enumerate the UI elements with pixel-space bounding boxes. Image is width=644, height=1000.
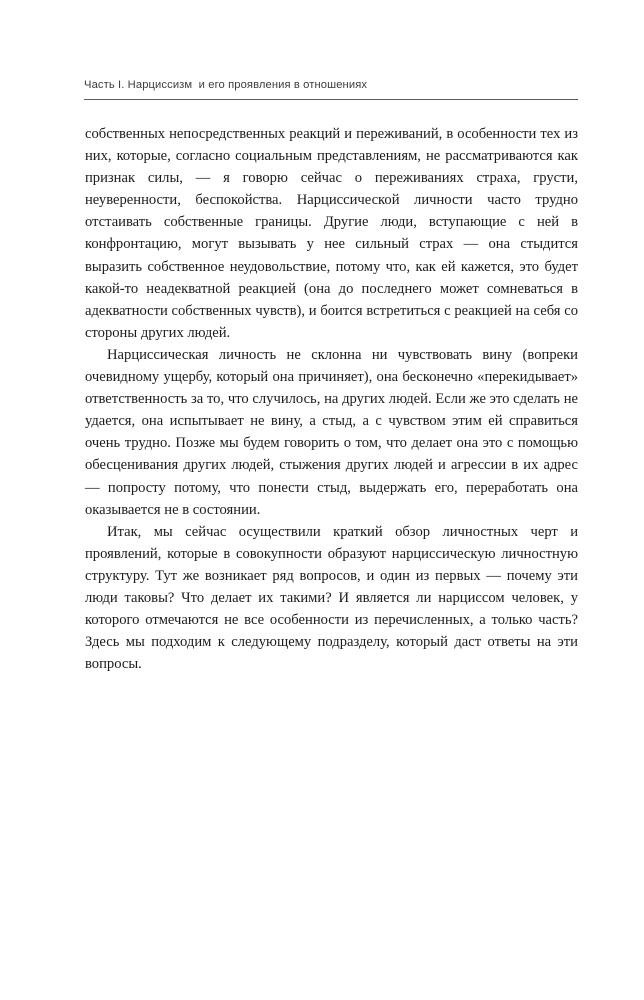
paragraph: Нарциссическая личность не склонна ни чувствовать вину (вопреки очевидному ущербу, который она причиняет), она бесконечно «перекидывает» ответственность за то, что случилось, на других людей. Если же это сделать не удается, она испытывает не вину, а стыд, а с чувством этим ей справиться очень трудно. Позже мы будем говорить о том, что делает она это с помощью обесценивания других людей, стыжения других людей и агрессии в их адрес — попросту потому, что понести стыд, выдержать его, переработать она оказывается не в состоянии.	[85, 346, 578, 518]
paragraph: собственных непосредственных реакций и переживаний, в особенности тех из них, которые, согласно социальным представлениям, не рассматриваются как признак силы, — я говорю сейчас о переживаниях страха, грусти, неуверенности, беспокойства. Нарциссической личности часто трудно отстаивать собственные границы. Другие люди, вступающие с ней в конфронтацию, могут вызывать у нее сильный страх — она стыдится выразить собственное неудовольствие, потому что, как ей кажется, это будет какой-то неадекватной реакцией (она до последнего может сомневаться в адекватности собственных чувств), и боится встретиться с реакцией на себя со стороны других людей.	[85, 126, 578, 341]
running-head	[84, 78, 578, 100]
running-head-title: Часть I. Нарциссизм и его проявления в отношениях	[84, 79, 368, 91]
body-text-block	[85, 123, 578, 675]
paragraph: Итак, мы сейчас осуществили краткий обзор личностных черт и проявлений, которые в совокупности образуют нарциссическую личностную структуру. Тут же возникает ряд вопросов, и один из первых — почему эти люди таковы? Что делает их такими? И является ли нарциссом человек, у которого отмечаются не все особенности из перечисленных, а только часть? Здесь мы подходим к следующему подразделу, который даст ответы на эти вопросы.	[85, 523, 578, 673]
running-head-divider	[84, 99, 578, 100]
